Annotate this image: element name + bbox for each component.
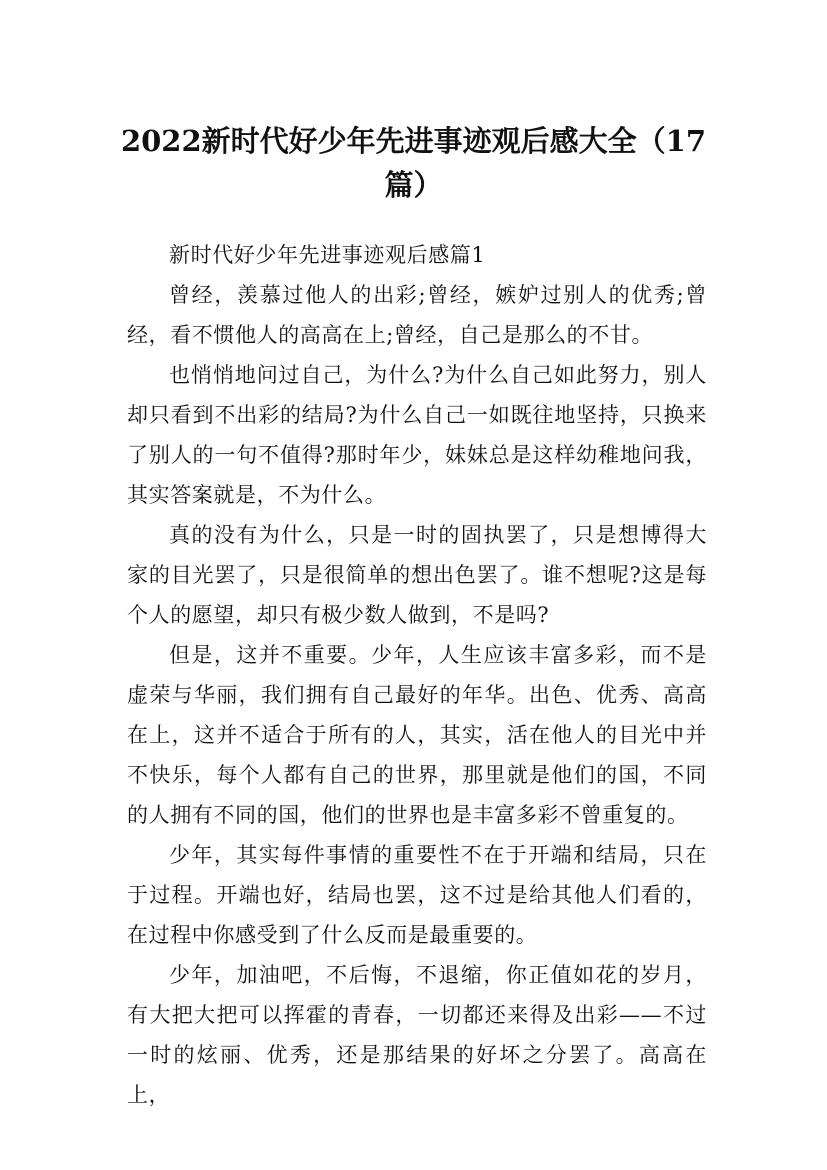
paragraph: 但是，这并不重要。少年，人生应该丰富多彩，而不是虚荣与华丽，我们拥有自己最好的年华。出色、优秀、高高在上，这并不适合于所有的人，其实，活在他人的目光中并不快乐，每个人都有自己的世界，那里就是他们的国，不同的人拥有不同的国，他们的世界也是丰富多彩不曾重复的。 bbox=[127, 643, 707, 827]
paragraph: 也悄悄地问过自己，为什么?为什么自己如此努力，别人却只看到不出彩的结局?为什么自己一如既往地坚持，只换来了别人的一句不值得?那时年少，妹妹总是这样幼稚地问我，其实答案就是，不为什么。 bbox=[127, 363, 707, 507]
document-title: 2022新时代好少年先进事迹观后感大全（17篇） bbox=[120, 124, 707, 203]
document-body bbox=[127, 235, 707, 1115]
section-heading: 新时代好少年先进事迹观后感篇1 bbox=[169, 243, 486, 267]
paragraph: 少年，其实每件事情的重要性不在于开端和结局，只在于过程。开端也好，结局也罢，这不过是给其他人们看的，在过程中你感受到了什么反而是最重要的。 bbox=[127, 843, 707, 947]
paragraph: 少年，加油吧，不后悔，不退缩，你正值如花的岁月，有大把大把可以挥霍的青春，一切都还来得及出彩——不过一时的炫丽、优秀，还是那结果的好坏之分罢了。高高在上， bbox=[127, 963, 707, 1107]
paragraph: 曾经，羡慕过他人的出彩;曾经，嫉妒过别人的优秀;曾经，看不惯他人的高高在上;曾经，自己是那么的不甘。 bbox=[127, 283, 707, 347]
paragraph: 真的没有为什么，只是一时的固执罢了，只是想博得大家的目光罢了，只是很简单的想出色罢了。谁不想呢?这是每个人的愿望，却只有极少数人做到，不是吗? bbox=[127, 523, 707, 627]
